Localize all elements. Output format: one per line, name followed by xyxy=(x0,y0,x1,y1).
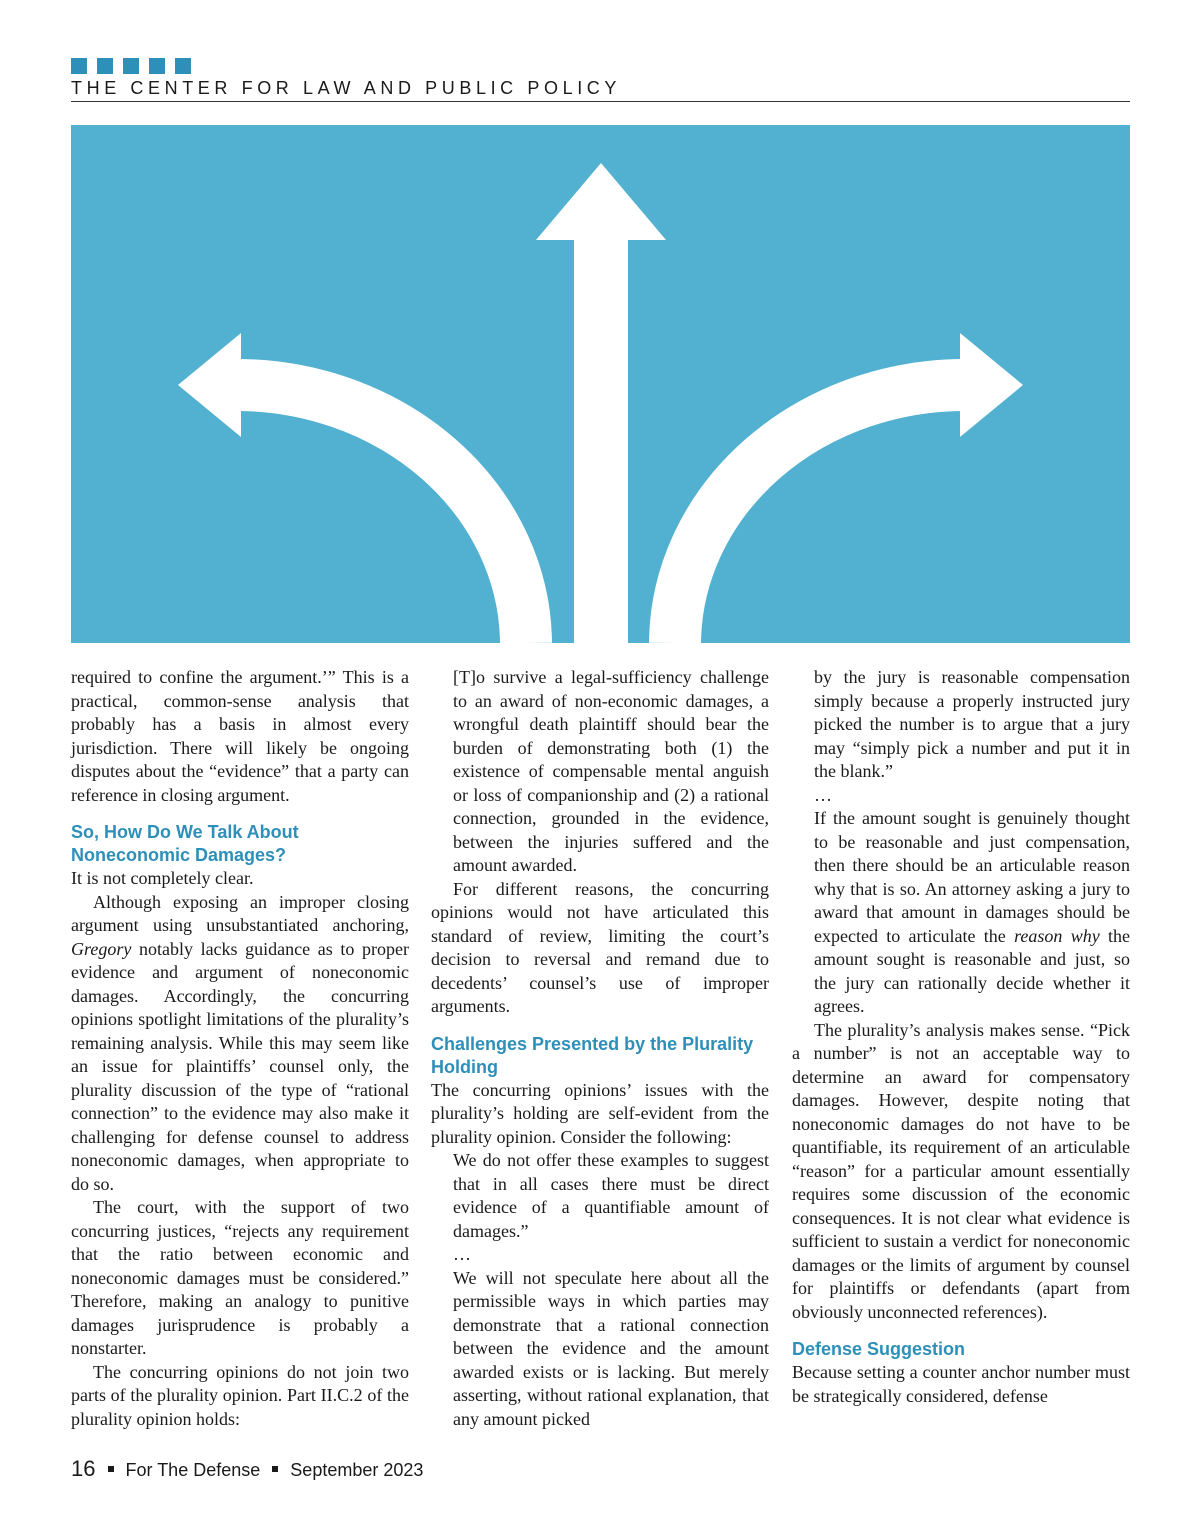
paragraph: The court, with the support of two concurring justices, “rejects any requirement that the ratio between economic and noneconomic damages must be considered.” Therefore, making an analogy to punitive damages jurisprudence is probably a nonstarter. xyxy=(71,1197,409,1358)
issue-date: September 2023 xyxy=(290,1460,424,1480)
publication-name: For The Defense xyxy=(125,1460,261,1480)
column-2 xyxy=(431,666,769,1431)
paragraph: required to confine the argument.’” This is a practical, common-sense analysis that probably has a basis in almost every jurisdiction. There will likely be ongoing disputes about the “evidence” that a party can reference in closing argument. xyxy=(71,667,409,805)
header-square xyxy=(71,58,87,74)
paragraph: For different reasons, the concurring opinions would not have articulated this standard of review, limiting the court’s decision to reversal and remand due to decedents’ counsel’s use of improper arguments. xyxy=(431,878,769,1016)
block-quote: by the jury is reasonable compensation simply because a properly instructed jury picked the number is to argue that a jury may “simply pick a number and put it in the blank.” xyxy=(814,667,1130,781)
column-3 xyxy=(792,666,1130,1408)
header-square xyxy=(97,58,113,74)
paragraph: It is not completely clear. xyxy=(71,868,254,888)
block-quote: [T]o survive a legal-sufficiency challenge to an award of non-economic damages, a wrongful death plaintiff should bear the burden of demonstrating both (1) the existence of compensable mental anguish or loss of companionship and (2) a rational connection, grounded in the evidence, between the injuries suffered and the amount awarded. xyxy=(453,667,769,875)
case-name: Gregory xyxy=(71,938,132,959)
column-1 xyxy=(71,666,409,1431)
paragraph: Because setting a counter anchor number must be strategically considered, defense xyxy=(792,1362,1130,1406)
section-heading: Challenges Presented by the Plurality Holding xyxy=(431,1033,754,1077)
page-footer xyxy=(71,1456,423,1482)
center-shaft xyxy=(574,237,628,643)
paragraph xyxy=(71,891,409,1197)
text-run: If the amount sought is genuinely thought to be reasonable and just compensation, then there should be an articulable reason why that is so. An attorney asking a jury to award that amount in damages should be expected to articulate the xyxy=(814,808,1130,946)
header-square xyxy=(123,58,139,74)
text-run: the amount sought is reasonable and just, so the jury can rationally decide whether it agrees. xyxy=(814,925,1131,1016)
emphasis: reason why xyxy=(1014,925,1100,946)
header-squares xyxy=(71,58,191,74)
separator-dot xyxy=(108,1466,114,1472)
header-rule xyxy=(71,101,1130,102)
paragraph: The plurality’s analysis makes sense. “Pick a number” is not an acceptable way to determine an award for compensatory damages. However, despite noting that noneconomic damages do not have to be quantifiable, its requirement of an articulable “reason” for a particular amount essentially requires some discussion of the economic consequences. It is not clear what evidence is sufficient to sustain a verdict for noneconomic damages or the limits of argument by counsel for plaintiffs or defendants (apart from obviously unconnected references). xyxy=(792,1019,1130,1322)
block-quote: We will not speculate here about all the permissible ways in which parties may demonstrate that a rational connection between the evidence and the amount awarded exists or is lacking. But merely asserting, without rational explanation, that any amount picked xyxy=(453,1267,769,1429)
separator-dot xyxy=(272,1466,278,1472)
text-run: Although exposing an improper closing argument using unsubstantiated anchoring, xyxy=(71,891,409,935)
section-heading: So, How Do We Talk About Noneconomic Damages? xyxy=(71,822,299,865)
text-run: notably lacks guidance as to proper evidence and argument of noneconomic damages. Accordingly, the concurring opinions spotlight limitations of the plurality’s remaining analysis. While this may seem like an issue for plaintiffs’ counsel only, the plurality discussion of the type of “rational connection” to the evidence may also make it challenging for defense counsel to address noneconomic damages, when appropriate to do so. xyxy=(71,938,409,1194)
ellipsis: … xyxy=(453,1244,471,1264)
block-quote xyxy=(792,807,1130,1019)
header-title: THE CENTER FOR LAW AND PUBLIC POLICY xyxy=(71,78,621,98)
page-number: 16 xyxy=(71,1456,96,1481)
section-heading: Defense Suggestion xyxy=(792,1339,966,1359)
three-way-arrows-icon xyxy=(71,125,1130,643)
header-square xyxy=(175,58,191,74)
header-square xyxy=(149,58,165,74)
block-quote: We do not offer these examples to suggest that in all cases there must be direct evidence of a quantifiable amount of damages.” xyxy=(453,1150,769,1241)
ellipsis: … xyxy=(814,784,832,805)
paragraph: The concurring opinions do not join two parts of the plurality opinion. Part II.C.2 of the plurality opinion holds: xyxy=(71,1361,409,1429)
hero-image xyxy=(71,125,1130,643)
paragraph: The concurring opinions’ issues with the plurality’s holding are self-evident from the plurality opinion. Consider the following: xyxy=(431,1079,769,1147)
